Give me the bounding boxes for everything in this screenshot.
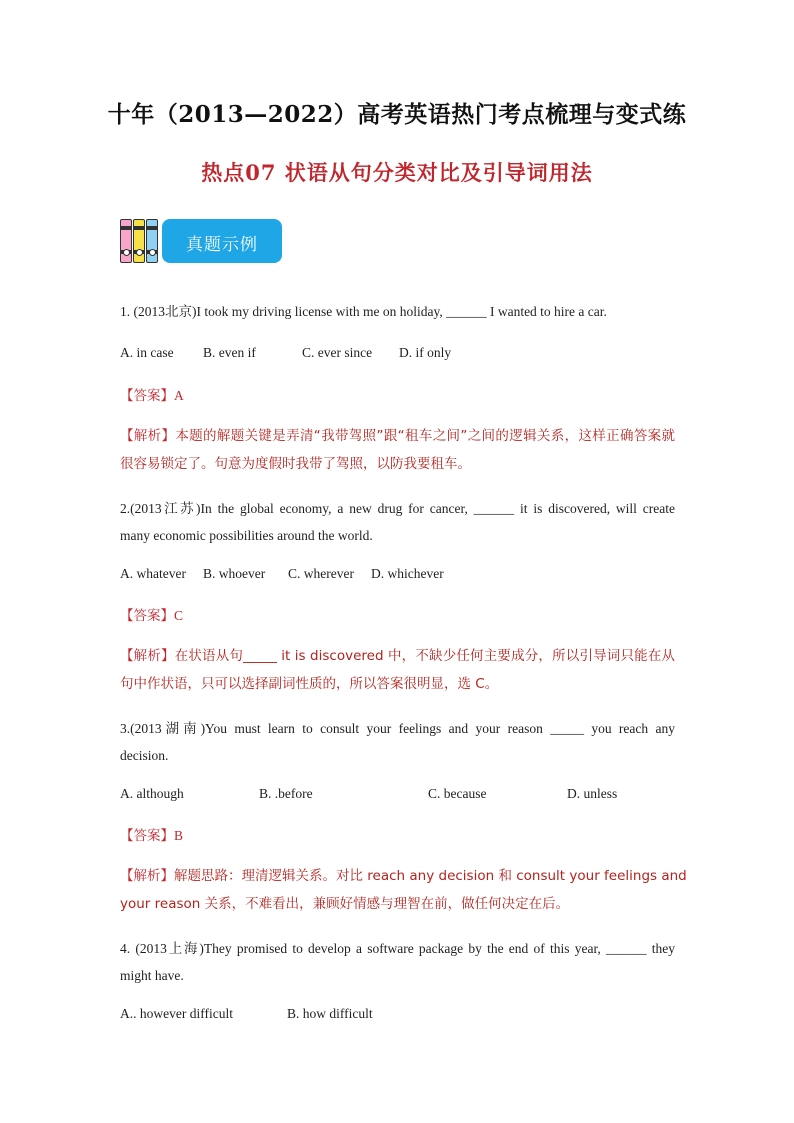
option-c: C. ever since (302, 345, 373, 360)
question-4-stem-line-2: might have. (120, 968, 184, 983)
question-2-answer: 【答案】C (120, 608, 184, 624)
option-b: B. .before (259, 786, 313, 801)
question-3-analysis-line-2: your reason 关系，不难看出，兼顾好情感与理智在前，做任何决定在后。 (120, 896, 570, 912)
question-2-analysis-line-2: 句中作状语，只可以选择副词性质的，所以答案很明显，选 C。 (120, 676, 499, 692)
section-label-pill (162, 219, 282, 263)
question-1-options (120, 345, 675, 363)
question-2-stem-line-1: 2.(2013江苏)In the global economy, a new drug for cancer, ______ it is discovered, will create (120, 501, 675, 516)
question-3-options (120, 786, 675, 804)
question-3-answer: 【答案】B (120, 828, 184, 844)
option-b: B. how difficult (287, 1006, 373, 1021)
question-1-analysis-line-2: 很容易锁定了。句意为度假时我带了驾照，以防我要租车。 (120, 456, 471, 472)
question-3-analysis-line-1: 【解析】解题思路：理清逻辑关系。对比 reach any decision 和 consult your feelings and (120, 868, 687, 884)
option-a: A. in case (120, 345, 174, 360)
document-title: 十年（2013—2022）高考英语热门考点梳理与变式练 (107, 101, 687, 128)
option-b: B. whoever (203, 566, 266, 581)
question-4-stem-line-1: 4. (2013上海)They promised to develop a software package by the end of this year, ______ they (120, 941, 675, 956)
document-subtitle: 热点07 状语从句分类对比及引导词用法 (201, 160, 593, 185)
question-2-analysis-line-1: 【解析】在状语从句_____ it is discovered 中，不缺少任何主要成分，所以引导词只能在从 (120, 648, 675, 664)
option-c: C. wherever (288, 566, 354, 581)
question-1-analysis-line-1: 【解析】本题的解题关键是弄清“我带驾照”跟“租车之间”之间的逻辑关系，这样正确答案就 (120, 428, 675, 444)
question-1-answer: 【答案】A (120, 388, 184, 404)
option-a: A. although (120, 786, 184, 801)
section-label: 真题示例 (186, 235, 258, 255)
question-2-stem-line-2: many economic possibilities around the world. (120, 528, 373, 543)
option-d: D. if only (399, 345, 452, 360)
option-d: D. whichever (371, 566, 444, 581)
question-3-stem-line-2: decision. (120, 748, 169, 763)
option-a: A. whatever (120, 566, 186, 581)
option-c: C. because (428, 786, 487, 801)
section-banner (120, 217, 285, 267)
option-a: A.. however difficult (120, 1006, 233, 1021)
question-3-stem-line-1: 3.(2013湖南)You must learn to consult your feelings and your reason _____ you reach any (120, 721, 675, 736)
books-icon (120, 219, 164, 265)
option-b: B. even if (203, 345, 256, 360)
option-d: D. unless (567, 786, 618, 801)
question-1-stem: 1. (2013北京)I took my driving license with me on holiday, ______ I wanted to hire a car. (120, 304, 607, 319)
question-4-options (120, 1006, 675, 1024)
question-2-options (120, 566, 675, 584)
